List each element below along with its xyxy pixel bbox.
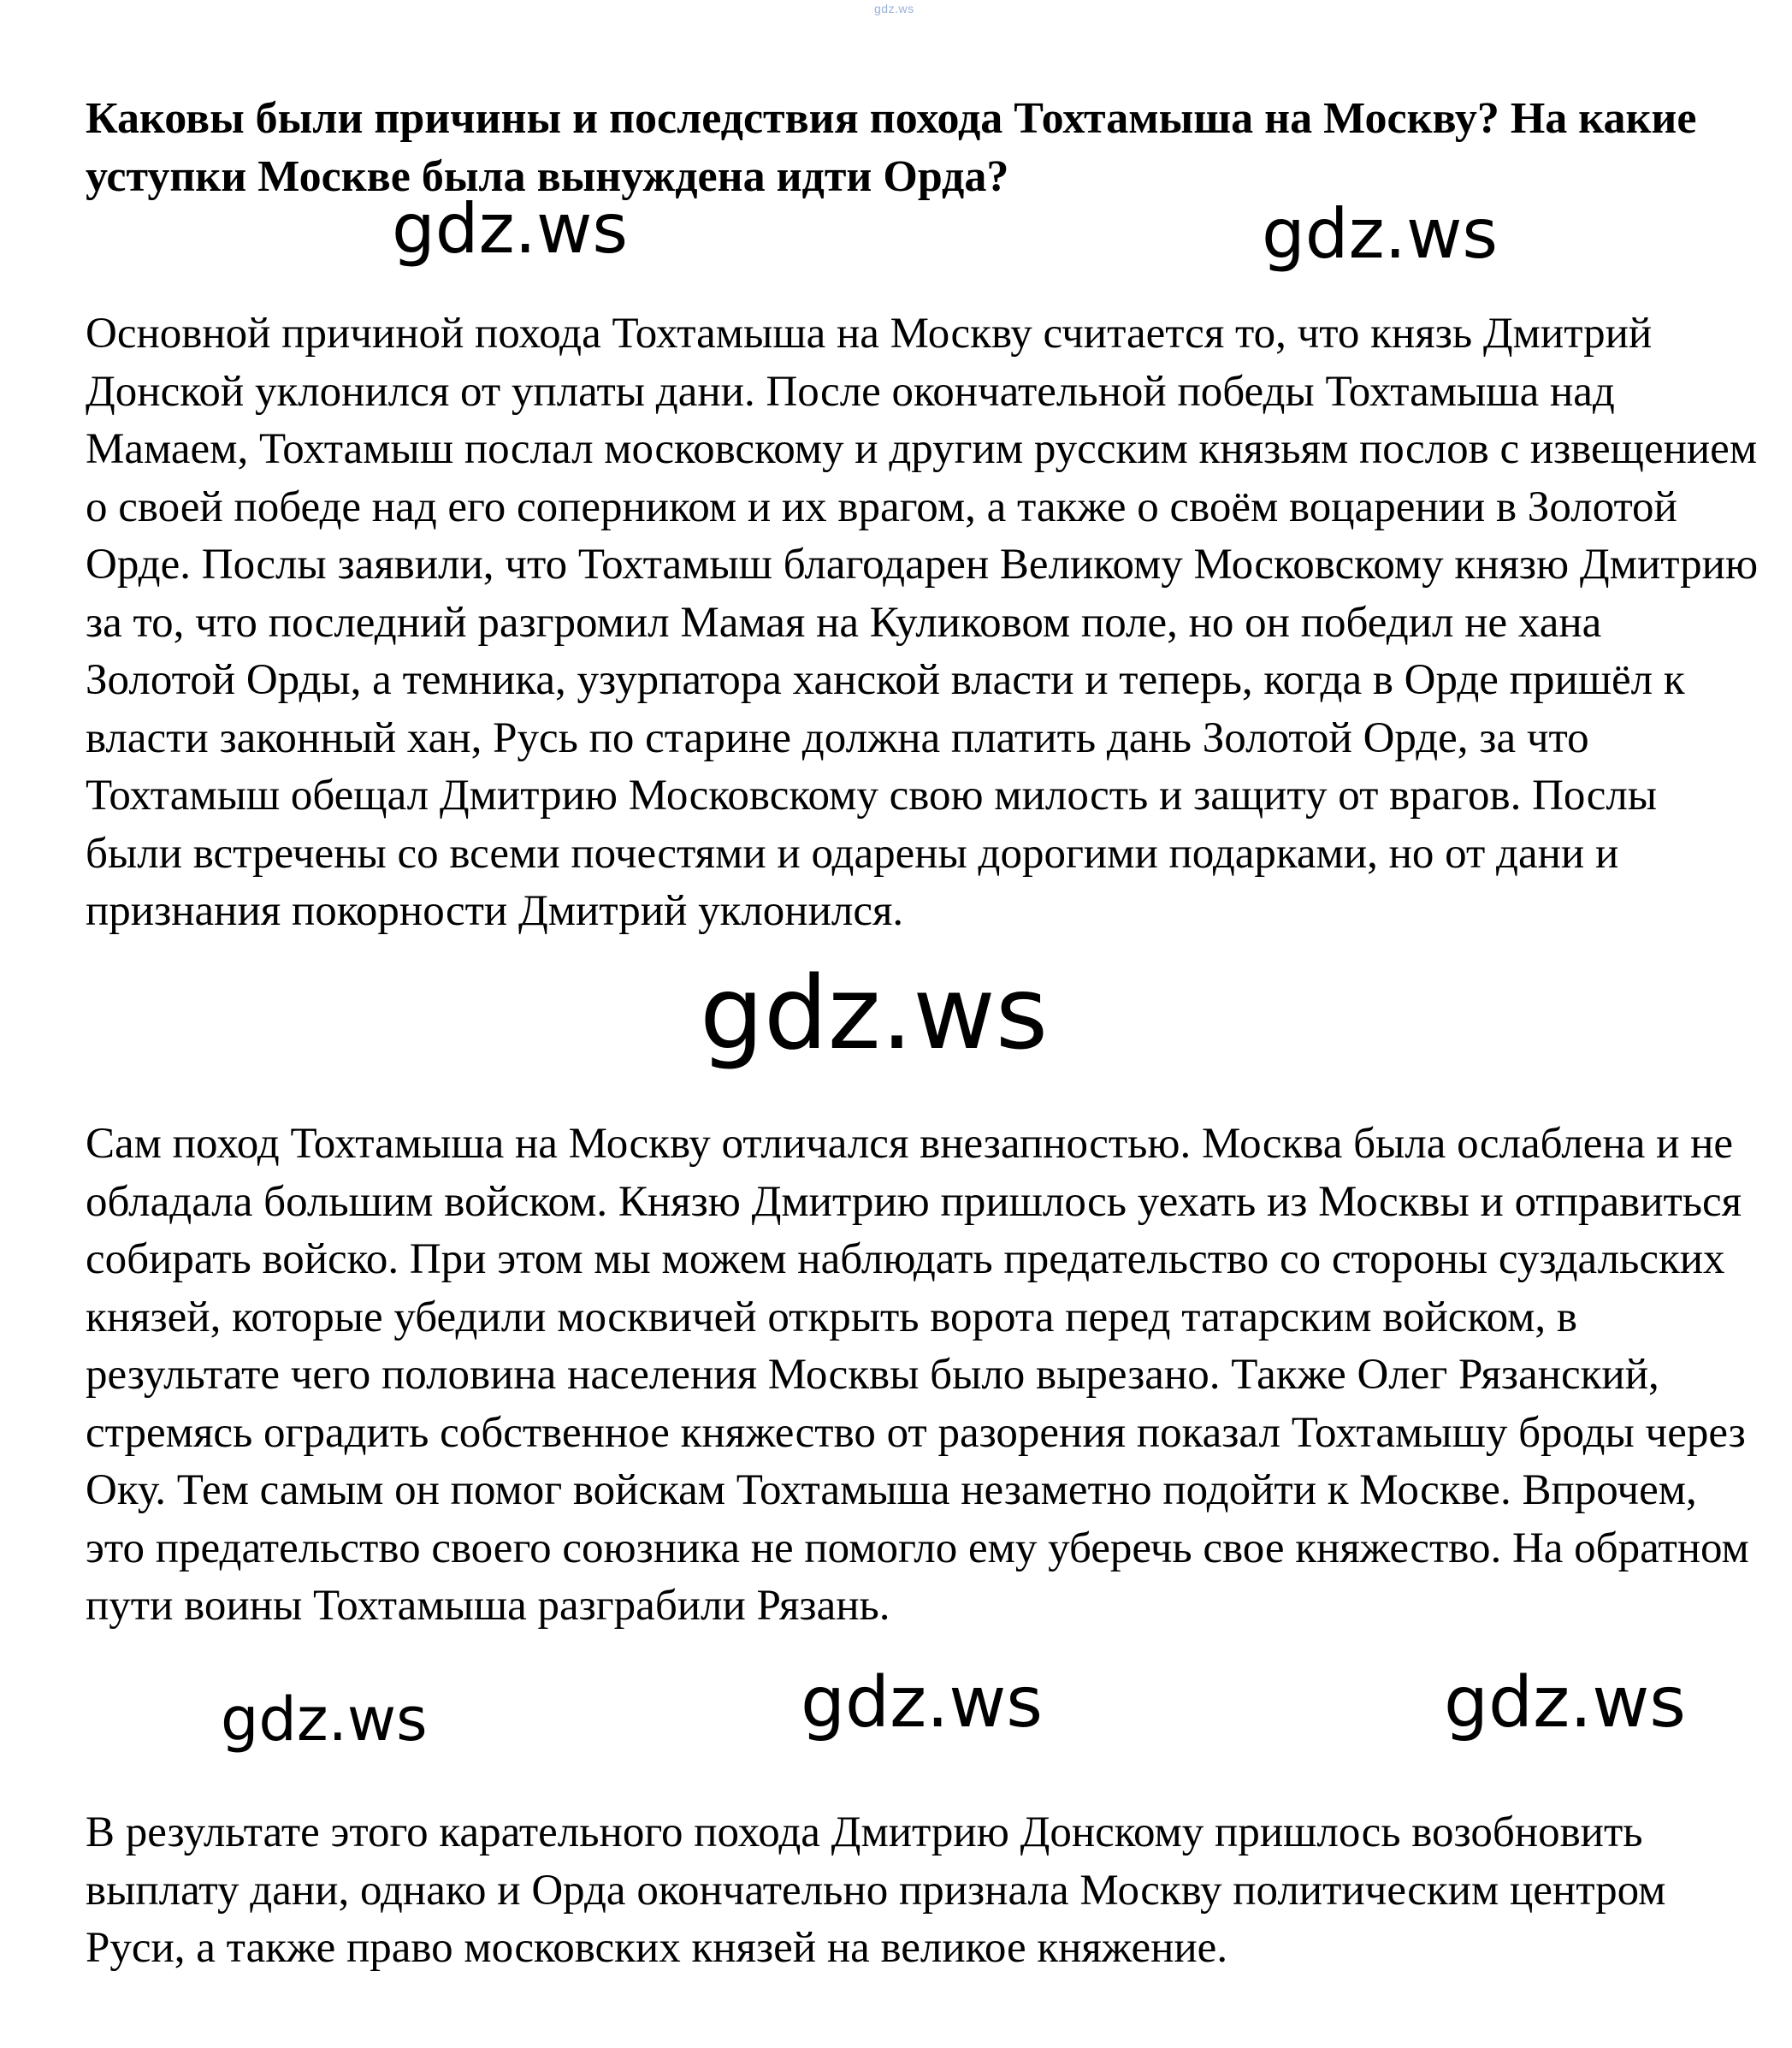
watermark: gdz.ws bbox=[221, 1684, 428, 1755]
watermark: gdz.ws bbox=[1444, 1662, 1686, 1743]
watermark: gdz.ws bbox=[801, 1662, 1043, 1743]
watermark: gdz.ws bbox=[700, 954, 1049, 1072]
answer-paragraph-1: Основной причиной похода Тохтамыша на Москву считается то, что князь Дмитрий Донской уклонился от уплаты дани. После окончательной победы Тохтамыша над Мамаем, Тохтамыш послал московскому и другим русским князьям послов с извещением о своей победе над его соперником и их врагом, а также о своём воцарении в Золотой Орде. Послы заявили, что Тохтамыш благодарен Великому Московскому князю Дмитрию за то, что последний разгромил Мамая на Куликовом поле, но он победил не хана Золотой Орды, а темника, узурпатора ханской власти и теперь, когда в Орде пришёл к власти законный хан, Русь по старине должна платить дань Золотой Орде, за что Тохтамыш обещал Дмитрию Московскому свою милость и защиту от врагов. Послы были встречены со всеми почестями и одарены дорогими подарками, но от дани и признания покорности Дмитрий уклонился. bbox=[86, 310, 1759, 935]
watermark: gdz.ws bbox=[392, 189, 629, 269]
watermark: gdz.ws bbox=[1262, 194, 1499, 274]
answer-paragraph-2: Сам поход Тохтамыша на Москву отличался внезапностью. Москва была ослаблена и не обладала большим войском. Князю Дмитрию пришлось уехать из Москвы и отправиться собирать войско. При этом мы можем наблюдать предательство со стороны суздальских князей, которые убедили москвичей открыть ворота перед татарским войском, в результате чего половина населения Москвы было вырезано. Также Олег Рязанский, стремясь оградить собственное княжество от разорения показал Тохтамышу броды через Оку. Тем самым он помог войскам Тохтамыша незаметно подойти к Москве. Впрочем, это предательство своего союзника не помогло ему уберечь свое княжество. На обратном пути воины Тохтамыша разграбили Рязань. bbox=[86, 1120, 1749, 1630]
answer-paragraph-3: В результате этого карательного похода Дмитрию Донскому пришлось возобновить выплату дани, однако и Орда окончательно признала Москву политическим центром Руси, а также право московских князей на великое княжение. bbox=[86, 1808, 1666, 1972]
question-heading: Каковы были причины и последствия похода Тохтамыша на Москву? На какие уступки Москве была вынуждена идти Орда? bbox=[86, 94, 1697, 201]
header-watermark: gdz.ws bbox=[874, 2, 914, 15]
